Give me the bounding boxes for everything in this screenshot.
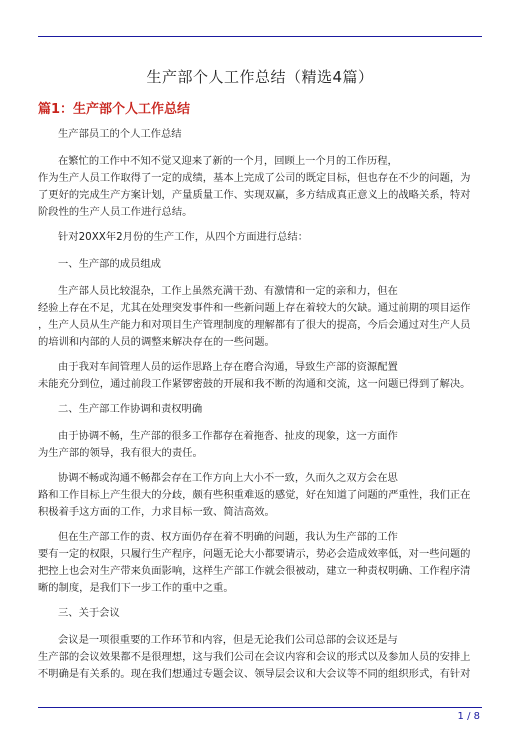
paragraph-line: 生产部的会议效果都不是很理想，这与我们公司在会议内容和会议的形式以及参加人员的安排上	[38, 651, 471, 663]
paragraph-line: 生产部人员比较混杂，工作上虽然充满干劲、有激情和一定的亲和力，但在	[58, 285, 398, 297]
paragraph-line: 要有一定的权限，只履行生产程序，问题无论大小都要请示，势必会造成效率低，对一些问题的	[38, 548, 471, 560]
section-heading: 篇1：生产部个人工作总结	[38, 102, 191, 117]
paragraph	[38, 229, 482, 246]
paragraph-line: 未能充分到位，通过前段工作紧锣密鼓的开展和我不断的沟通和交流，这一问题已得到了解决。	[38, 378, 471, 390]
paragraph-line: 为生产部的领导，我有很大的责任。	[38, 447, 203, 459]
paragraph	[38, 256, 482, 273]
document-body	[38, 126, 482, 691]
paragraph-line: 经验上存在不足，尤其在处理突发事件和一些新问题上存在着较大的欠缺。通过前期的项目运作	[38, 302, 471, 314]
page-number: 1 / 8	[457, 711, 480, 722]
paragraph-line: 二、生产部工作协调和责权明确	[58, 403, 203, 415]
paragraph-line: 积极着手这方面的工作，力求目标一致、简洁高效。	[38, 506, 275, 518]
paragraph-line: 晰的制度，是我们下一步工作的重中之重。	[38, 582, 234, 594]
paragraph	[38, 529, 482, 597]
paragraph-line: 三、关于会议	[58, 607, 120, 619]
footer-rule	[38, 707, 482, 708]
paragraph	[38, 605, 482, 622]
paragraph-line: 一、生产部的成员组成	[58, 258, 161, 270]
paragraph	[38, 401, 482, 418]
paragraph-line: 生产部员工的个人工作总结	[58, 128, 182, 140]
paragraph-line: 但在生产部工作的责、权方面仍存在着不明确的问题，我认为生产部的工作	[58, 531, 398, 543]
paragraph-line: 在繁忙的工作中不知不觉又迎来了新的一个月，回顾上一个月的工作历程，	[58, 155, 398, 167]
paragraph-line: 把控上也会对生产带来负面影响，这样生产部工作就会很被动，建立一种责权明确、工作程序清	[38, 565, 471, 577]
paragraph-line: 了更好的完成生产方案计划，产量质量工作、实现双赢，多方结成真正意义上的战略关系，特对	[38, 189, 471, 201]
paragraph-line: 由于协调不畅，生产部的很多工作都存在着拖沓、扯皮的现象，这一方面作	[58, 430, 398, 442]
paragraph-line: 路和工作目标上产生很大的分歧，颇有些积重难返的感觉，好在知道了问题的严重性，我们正在	[38, 489, 471, 501]
paragraph-line: 由于我对车间管理人员的运作思路上存在磨合沟通，导致生产部的资源配置	[58, 361, 398, 373]
paragraph-line: 协调不畅或沟通不畅都会存在工作方向上大小不一致，久而久之双方会在思	[58, 472, 398, 484]
paragraph-line: 的培训和内部的人员的调整来解决存在的一些问题。	[38, 336, 275, 348]
paragraph	[38, 153, 482, 221]
paragraph	[38, 632, 482, 683]
document-title: 生产部个人工作总结（精选4篇）	[146, 68, 374, 86]
paragraph-line: 针对20XX年2月份的生产工作，从四个方面进行总结：	[58, 231, 308, 243]
paragraph	[38, 359, 482, 393]
paragraph-line: ，生产人员从生产能力和对项目生产管理制度的理解都有了很大的提高，今后会通过对生产人员	[38, 319, 471, 331]
paragraph	[38, 470, 482, 521]
paragraph	[38, 126, 482, 143]
paragraph	[38, 283, 482, 351]
header-rule	[38, 36, 482, 37]
paragraph-line: 作为生产人员工作取得了一定的成绩，基本上完成了公司的既定目标，但也存在不少的问题，为	[38, 172, 471, 184]
paragraph-line: 不明确是有关系的。现在我们想通过专题会议、领导层会议和大会议等不同的组织形式，有针对	[38, 668, 471, 680]
paragraph-line: 阶段性的生产人员工作进行总结。	[38, 206, 193, 218]
paragraph-line: 会议是一项很重要的工作环节和内容，但是无论我们公司总部的会议还是与	[58, 634, 398, 646]
paragraph	[38, 428, 482, 462]
